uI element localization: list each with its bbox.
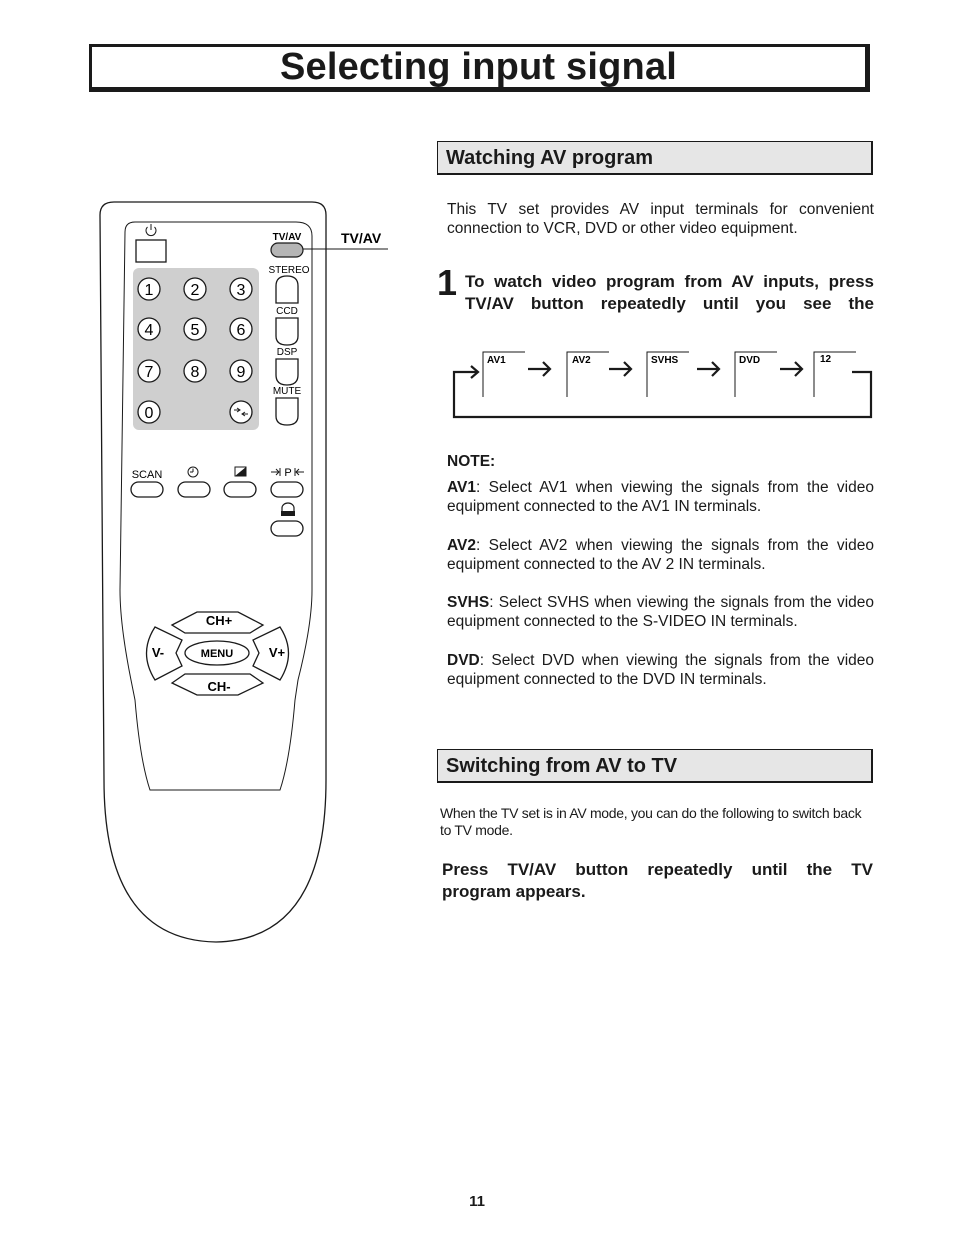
svg-text:6: 6 (236, 322, 246, 339)
digit-2 (184, 278, 206, 300)
ch-up-label: CH+ (205, 613, 233, 628)
power-button (136, 240, 166, 262)
return-loop (454, 372, 871, 417)
note-term: SVHS (447, 594, 490, 611)
svg-text:3: 3 (236, 282, 246, 299)
ch-down-label: CH- (207, 679, 231, 694)
svg-text:4: 4 (144, 322, 154, 339)
vol-down-label: V- (151, 645, 165, 660)
digit-7 (138, 360, 160, 382)
svg-text:P: P (284, 467, 292, 479)
note-text: : Select AV2 when viewing the signals from the video equipment connected to the AV 2 IN terminals. (447, 537, 874, 573)
tvav-label: TV/AV (272, 232, 302, 243)
digit-0 (138, 401, 160, 423)
svg-text:8: 8 (190, 364, 200, 381)
svg-text:1: 1 (144, 282, 154, 299)
program-jump-button (271, 482, 303, 497)
picture-button (224, 482, 256, 497)
scan-button (131, 482, 163, 497)
digit-1 (138, 278, 160, 300)
section2-intro: When the TV set is in AV mode, you can do the following to switch back to TV mode. (440, 805, 862, 838)
svg-text:12: 12 (820, 354, 832, 365)
svg-text:SVHS: SVHS (651, 355, 679, 366)
cycle-box-12 (814, 352, 856, 397)
instruction-line-2: program appears. (442, 882, 586, 901)
sleep-button (178, 482, 210, 497)
cycle-box-av2 (567, 352, 609, 397)
title-box (89, 44, 870, 92)
ccd-label: CCD (276, 306, 298, 317)
cycle-box-svhs (647, 352, 689, 397)
vol-up-label: V+ (268, 645, 286, 660)
svg-text:2: 2 (190, 282, 200, 299)
page-number: 11 (469, 1193, 485, 1210)
note-item-dvd (447, 651, 874, 689)
svg-text:7: 7 (144, 364, 154, 381)
ccd-button (276, 318, 298, 345)
instruction-line-1: Press TV/AV button repeatedly until the TV (442, 860, 873, 879)
section1-intro: This TV set provides AV input terminals for convenient connection to VCR, DVD or other video equipment. (447, 201, 874, 237)
note-item-av2 (447, 536, 874, 574)
svg-text:DVD: DVD (739, 355, 761, 366)
mute-button (276, 398, 298, 425)
cycle-box-av1 (483, 352, 525, 397)
digit-4 (138, 318, 160, 340)
digit-9 (230, 360, 252, 382)
note-heading: NOTE: (447, 453, 496, 470)
note-item-av1 (447, 478, 874, 516)
stereo-label: STEREO (268, 265, 310, 276)
note-text: : Select SVHS when viewing the signals from the video equipment connected to the S-VIDEO IN terminals. (447, 594, 874, 630)
cycle-box-dvd (735, 352, 777, 397)
remote-illustration (90, 190, 400, 950)
digit-8 (184, 360, 206, 382)
stereo-button (276, 276, 298, 303)
note-text: : Select DVD when viewing the signals from the video equipment connected to the DVD IN terminals. (447, 652, 874, 688)
scan-label: SCAN (131, 469, 163, 481)
digit-6 (230, 318, 252, 340)
tvav-callout: TV/AV (341, 230, 382, 246)
dsp-button (276, 359, 298, 385)
section-heading-switching: Switching from AV to TV (437, 749, 873, 783)
recall-button (230, 401, 252, 423)
menu-label: MENU (200, 648, 234, 660)
note-term: DVD (447, 652, 480, 669)
svg-text:AV2: AV2 (572, 355, 591, 366)
svg-text:9: 9 (236, 364, 246, 381)
note-item-svhs (447, 593, 874, 631)
page-title: Selecting input signal (279, 45, 678, 88)
picture-icon (235, 467, 246, 476)
svg-text:5: 5 (190, 322, 200, 339)
mute-label: MUTE (272, 386, 302, 397)
tvav-button (271, 243, 303, 257)
digit-5 (184, 318, 206, 340)
svg-text:0: 0 (144, 405, 154, 422)
note-text: : Select AV1 when viewing the signals from the video equipment connected to the AV1 IN terminals. (447, 479, 874, 515)
step-number: 1 (437, 262, 458, 303)
digit-3 (230, 278, 252, 300)
note-term: AV2 (447, 537, 477, 554)
svg-text:AV1: AV1 (487, 355, 506, 366)
dsp-label: DSP (276, 347, 298, 358)
step-instruction: To watch video program from AV inputs, press TV/AV button repeatedly until you see the (465, 272, 874, 313)
note-term: AV1 (447, 479, 477, 496)
input-cycle-diagram (450, 348, 878, 422)
lock-button (271, 521, 303, 536)
section2-instruction (442, 859, 873, 903)
section-heading-watching-av: Watching AV program (437, 141, 873, 175)
